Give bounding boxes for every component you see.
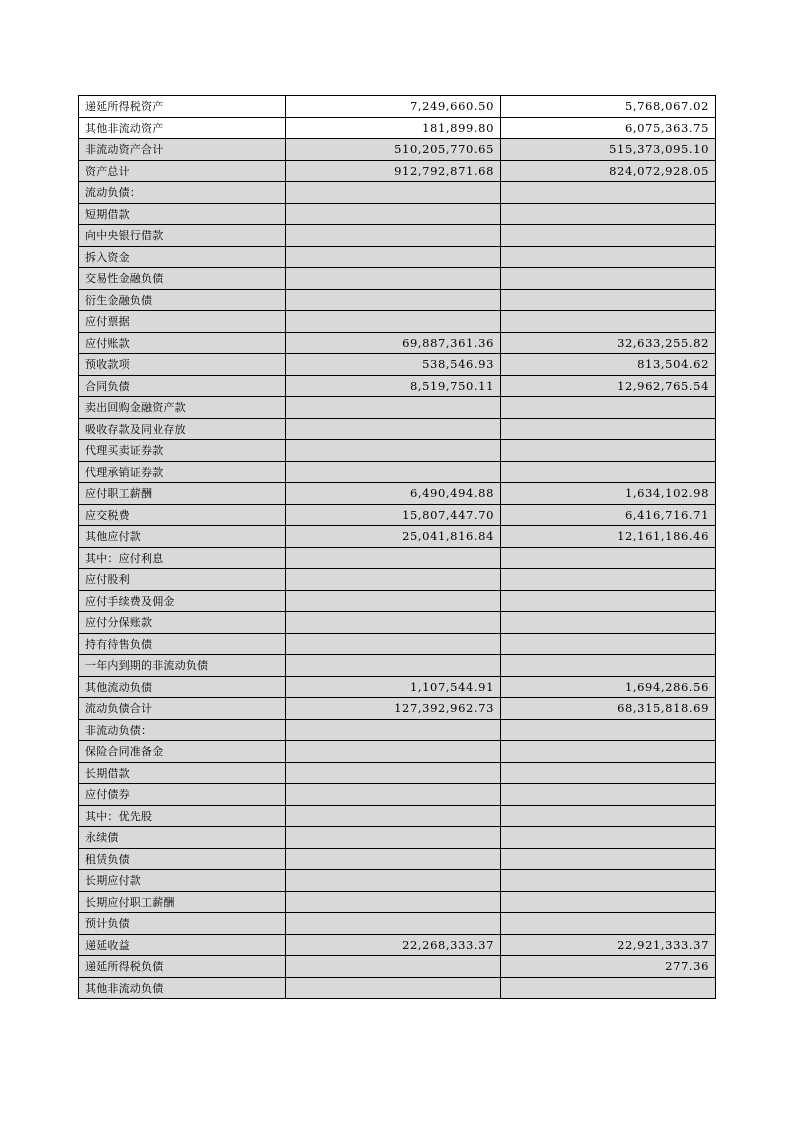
row-value-previous: 12,161,186.46 [501,526,716,548]
table-row [79,741,716,763]
row-value-previous: 515,373,095.10 [501,139,716,161]
row-label: 流动负债： [79,182,286,204]
table-row [79,504,716,526]
table-row [79,139,716,161]
table-row [79,354,716,376]
row-label: 应付账款 [79,332,286,354]
row-label: 吸收存款及同业存放 [79,418,286,440]
row-value-previous: 277.36 [501,956,716,978]
row-value-current [286,182,501,204]
table-row [79,569,716,591]
row-value-current [286,590,501,612]
table-row [79,633,716,655]
table-row [79,977,716,999]
row-value-current [286,461,501,483]
row-label: 其他应付款 [79,526,286,548]
row-label: 应交税费 [79,504,286,526]
row-value-previous [501,827,716,849]
row-label: 拆入资金 [79,246,286,268]
row-label: 长期应付款 [79,870,286,892]
row-label: 应付职工薪酬 [79,483,286,505]
table-row [79,375,716,397]
row-label: 交易性金融负债 [79,268,286,290]
row-value-previous: 1,694,286.56 [501,676,716,698]
row-value-previous [501,225,716,247]
row-value-current [286,913,501,935]
row-value-current: 15,807,447.70 [286,504,501,526]
row-value-previous [501,569,716,591]
row-value-current [286,225,501,247]
table-body [79,96,716,999]
row-value-previous [501,440,716,462]
row-value-current [286,719,501,741]
row-value-previous [501,741,716,763]
row-label: 租赁负债 [79,848,286,870]
row-value-current: 25,041,816.84 [286,526,501,548]
table-row [79,784,716,806]
table-row [79,655,716,677]
table-row [79,805,716,827]
row-value-previous: 5,768,067.02 [501,96,716,118]
row-value-previous: 824,072,928.05 [501,160,716,182]
row-label: 合同负债 [79,375,286,397]
row-value-current [286,418,501,440]
row-value-previous [501,805,716,827]
row-value-current: 912,792,871.68 [286,160,501,182]
table-row [79,870,716,892]
table-row [79,225,716,247]
row-value-previous [501,182,716,204]
table-row [79,461,716,483]
table-row [79,547,716,569]
row-label: 一年内到期的非流动负债 [79,655,286,677]
row-value-previous [501,590,716,612]
row-value-previous [501,397,716,419]
table-row [79,934,716,956]
row-value-current: 6,490,494.88 [286,483,501,505]
row-value-current [286,977,501,999]
table-row [79,440,716,462]
row-label: 长期应付职工薪酬 [79,891,286,913]
row-value-previous: 6,416,716.71 [501,504,716,526]
row-label: 非流动资产合计 [79,139,286,161]
row-value-current [286,827,501,849]
table-row [79,160,716,182]
row-label: 递延所得税负债 [79,956,286,978]
row-value-previous: 1,634,102.98 [501,483,716,505]
row-label: 递延所得税资产 [79,96,286,118]
row-value-previous [501,762,716,784]
row-value-current [286,440,501,462]
row-value-current: 538,546.93 [286,354,501,376]
row-value-current [286,268,501,290]
row-label: 向中央银行借款 [79,225,286,247]
row-label: 其他非流动资产 [79,117,286,139]
row-value-current [286,762,501,784]
row-value-previous: 6,075,363.75 [501,117,716,139]
row-value-current: 127,392,962.73 [286,698,501,720]
table-row [79,612,716,634]
row-value-current: 1,107,544.91 [286,676,501,698]
row-label: 其中：优先股 [79,805,286,827]
row-label: 应付股利 [79,569,286,591]
row-value-current [286,956,501,978]
row-label: 永续债 [79,827,286,849]
row-value-previous [501,612,716,634]
table-row [79,526,716,548]
row-label: 长期借款 [79,762,286,784]
row-value-previous [501,848,716,870]
row-label: 其中：应付利息 [79,547,286,569]
table-row [79,246,716,268]
table-row [79,203,716,225]
row-label: 非流动负债： [79,719,286,741]
row-value-current [286,891,501,913]
row-label: 流动负债合计 [79,698,286,720]
row-value-previous [501,913,716,935]
table-row [79,590,716,612]
row-value-previous [501,246,716,268]
table-row [79,827,716,849]
row-value-current [286,633,501,655]
row-value-current [286,784,501,806]
row-value-current: 69,887,361.36 [286,332,501,354]
row-value-current [286,612,501,634]
table-row [79,891,716,913]
row-value-current [286,203,501,225]
table-row [79,117,716,139]
row-value-previous [501,655,716,677]
table-row [79,956,716,978]
row-label: 应付分保账款 [79,612,286,634]
row-value-previous [501,461,716,483]
row-value-previous [501,891,716,913]
row-value-previous [501,870,716,892]
row-value-current [286,569,501,591]
row-value-current: 7,249,660.50 [286,96,501,118]
table-row [79,397,716,419]
row-label: 其他非流动负债 [79,977,286,999]
balance-sheet-table [78,95,716,999]
table-row [79,289,716,311]
row-label: 衍生金融负债 [79,289,286,311]
row-value-current [286,289,501,311]
row-value-previous [501,311,716,333]
row-value-current [286,655,501,677]
row-value-current [286,805,501,827]
row-value-previous [501,268,716,290]
row-label: 持有待售负债 [79,633,286,655]
table-row [79,268,716,290]
row-label: 应付票据 [79,311,286,333]
row-label: 资产总计 [79,160,286,182]
row-label: 应付债券 [79,784,286,806]
row-value-previous: 12,962,765.54 [501,375,716,397]
row-value-current: 8,519,750.11 [286,375,501,397]
row-label: 代理买卖证券款 [79,440,286,462]
row-label: 预计负债 [79,913,286,935]
row-label: 卖出回购金融资产款 [79,397,286,419]
row-label: 其他流动负债 [79,676,286,698]
table-row [79,96,716,118]
row-label: 递延收益 [79,934,286,956]
row-value-previous: 813,504.62 [501,354,716,376]
row-value-current [286,848,501,870]
row-value-previous [501,719,716,741]
table-row [79,332,716,354]
row-value-current: 181,899.80 [286,117,501,139]
row-value-previous [501,633,716,655]
table-row [79,698,716,720]
table-row [79,762,716,784]
row-value-current: 22,268,333.37 [286,934,501,956]
row-value-previous: 32,633,255.82 [501,332,716,354]
row-value-current [286,397,501,419]
table-row [79,418,716,440]
row-value-previous: 22,921,333.37 [501,934,716,956]
table-row [79,311,716,333]
row-value-previous [501,784,716,806]
row-value-current [286,870,501,892]
row-value-previous: 68,315,818.69 [501,698,716,720]
row-label: 预收款项 [79,354,286,376]
table-row [79,719,716,741]
row-value-previous [501,418,716,440]
row-value-current: 510,205,770.65 [286,139,501,161]
row-label: 代理承销证券款 [79,461,286,483]
row-value-current [286,547,501,569]
row-label: 应付手续费及佣金 [79,590,286,612]
row-value-current [286,311,501,333]
row-value-previous [501,203,716,225]
table-row [79,182,716,204]
row-value-current [286,246,501,268]
row-value-current [286,741,501,763]
row-label: 保险合同准备金 [79,741,286,763]
table-row [79,913,716,935]
table-row [79,848,716,870]
row-value-previous [501,977,716,999]
row-label: 短期借款 [79,203,286,225]
table-row [79,676,716,698]
table-row [79,483,716,505]
row-value-previous [501,547,716,569]
row-value-previous [501,289,716,311]
